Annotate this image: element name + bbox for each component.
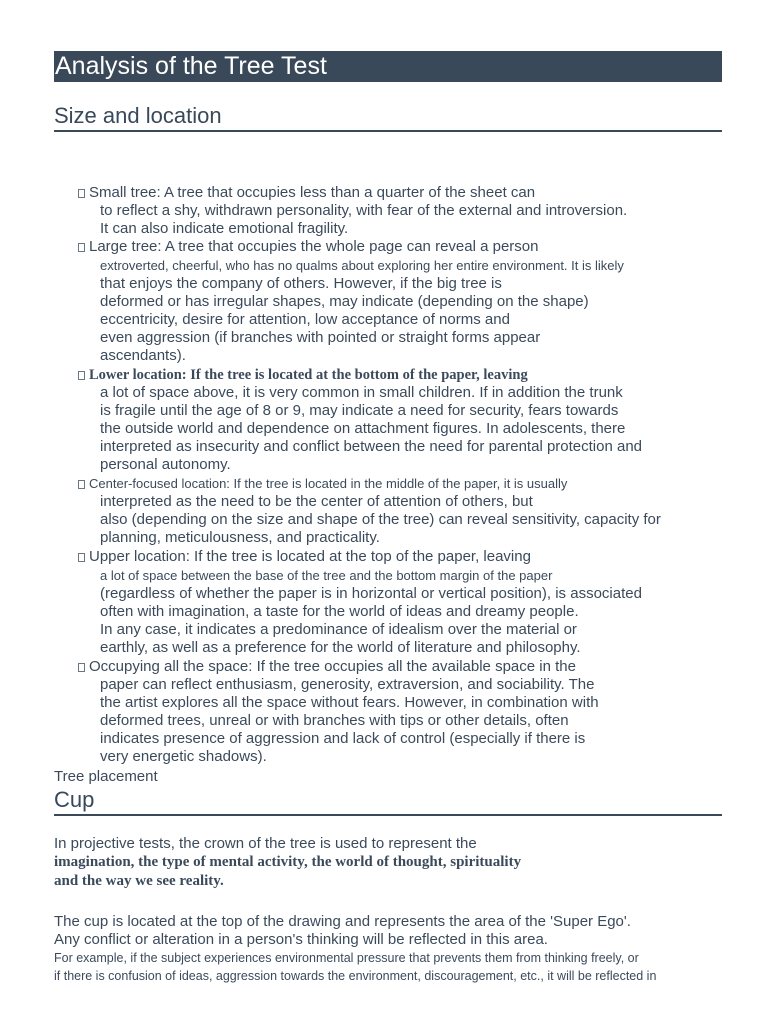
list-item-line: eccentricity, desire for attention, low acceptance of norms and [100, 311, 510, 328]
list-item-text: Occupying all the space: If the tree occupies all the available space in the [89, 658, 576, 675]
figure-caption: Tree placement [54, 768, 158, 785]
bullet-box-icon [78, 189, 85, 198]
list-item-text: Large tree: A tree that occupies the whole page can reveal a person [89, 238, 539, 255]
list-item-line: personal autonomy. [100, 456, 231, 473]
list-item-line: earthly, as well as a preference for the world of literature and philosophy. [100, 639, 581, 656]
list-item-text: Small tree: A tree that occupies less than a quarter of the sheet can [89, 184, 536, 201]
bullet-box-icon [78, 243, 85, 252]
list-item-line: the artist explores all the space without fears. However, in combination with [100, 694, 599, 711]
list-item-line: even aggression (if branches with pointed or straight forms appear [100, 329, 541, 346]
list-item [78, 475, 567, 493]
list-item-line: very energetic shadows). [100, 748, 267, 765]
list-item-line: to reflect a shy, withdrawn personality, with fear of the external and introversion. [100, 202, 628, 219]
list-item-line: is fragile until the age of 8 or 9, may indicate a need for security, fears towards [100, 402, 619, 419]
list-item-line: also (depending on the size and shape of the tree) can reveal sensitivity, capacity for [100, 511, 661, 528]
list-item [78, 658, 576, 676]
bullet-box-icon [78, 663, 85, 672]
list-item-line: interpreted as insecurity and conflict between the need for parental protection and [100, 438, 643, 455]
list-item-line: often with imagination, a taste for the world of ideas and dreamy people. [100, 603, 579, 620]
paragraph-line: For example, if the subject experiences environmental pressure that prevents them from thinking freely, or [54, 951, 639, 965]
paragraph-line: In projective tests, the crown of the tree is used to represent the [54, 835, 477, 852]
list-item-line: ascendants). [100, 347, 186, 364]
list-item-line: a lot of space above, it is very common in small children. If in addition the trunk [100, 384, 623, 401]
list-item-line: extroverted, cheerful, who has no qualms about exploring her entire environment. It is likely [100, 258, 624, 273]
list-item-line: It can also indicate emotional fragility. [100, 220, 349, 237]
paragraph-line: Any conflict or alteration in a person's thinking will be reflected in this area. [54, 931, 548, 948]
bullet-box-icon [78, 553, 85, 562]
list-item-line: that enjoys the company of others. However, if the big tree is [100, 275, 502, 292]
paragraph-line: and the way we see reality. [54, 873, 224, 889]
list-item [78, 238, 538, 256]
list-item [78, 184, 535, 202]
list-item-line: (regardless of whether the paper is in horizontal or vertical position), is associated [100, 585, 642, 602]
list-item-line: paper can reflect enthusiasm, generosity, extraversion, and sociability. The [100, 676, 595, 693]
list-item [78, 366, 528, 384]
list-item-line: deformed or has irregular shapes, may indicate (depending on the shape) [100, 293, 589, 310]
list-item-line: planning, meticulousness, and practicality. [100, 529, 380, 546]
list-item-text: Upper location: If the tree is located at the top of the paper, leaving [89, 548, 531, 565]
section-heading-cup: Cup [54, 786, 722, 816]
paragraph-line: if there is confusion of ideas, aggression towards the environment, discouragement, etc., it will be reflected in [54, 969, 657, 983]
bullet-box-icon [78, 371, 85, 380]
list-item-text: Center-focused location: If the tree is located in the middle of the paper, it is usually [89, 476, 568, 491]
list-item-line: the outside world and dependence on attachment figures. In adolescents, there [100, 420, 626, 437]
list-item-line: indicates presence of aggression and lack of control (especially if there is [100, 730, 586, 747]
list-item [78, 548, 531, 566]
list-item-line: deformed trees, unreal or with branches with tips or other details, often [100, 712, 569, 729]
list-item-line: a lot of space between the base of the tree and the bottom margin of the paper [100, 568, 553, 583]
list-item-text: Lower location: If the tree is located at the bottom of the paper, leaving [89, 367, 528, 383]
paragraph-line: The cup is located at the top of the drawing and represents the area of the 'Super Ego'. [54, 913, 631, 930]
paragraph-line: imagination, the type of mental activity, the world of thought, spirituality [54, 854, 522, 870]
section-heading-size-location: Size and location [54, 102, 722, 132]
bullet-box-icon [78, 480, 85, 489]
list-item-line: In any case, it indicates a predominance of idealism over the material or [100, 621, 577, 638]
list-item-line: interpreted as the need to be the center of attention of others, but [100, 493, 533, 510]
page-title: Analysis of the Tree Test [54, 51, 722, 82]
